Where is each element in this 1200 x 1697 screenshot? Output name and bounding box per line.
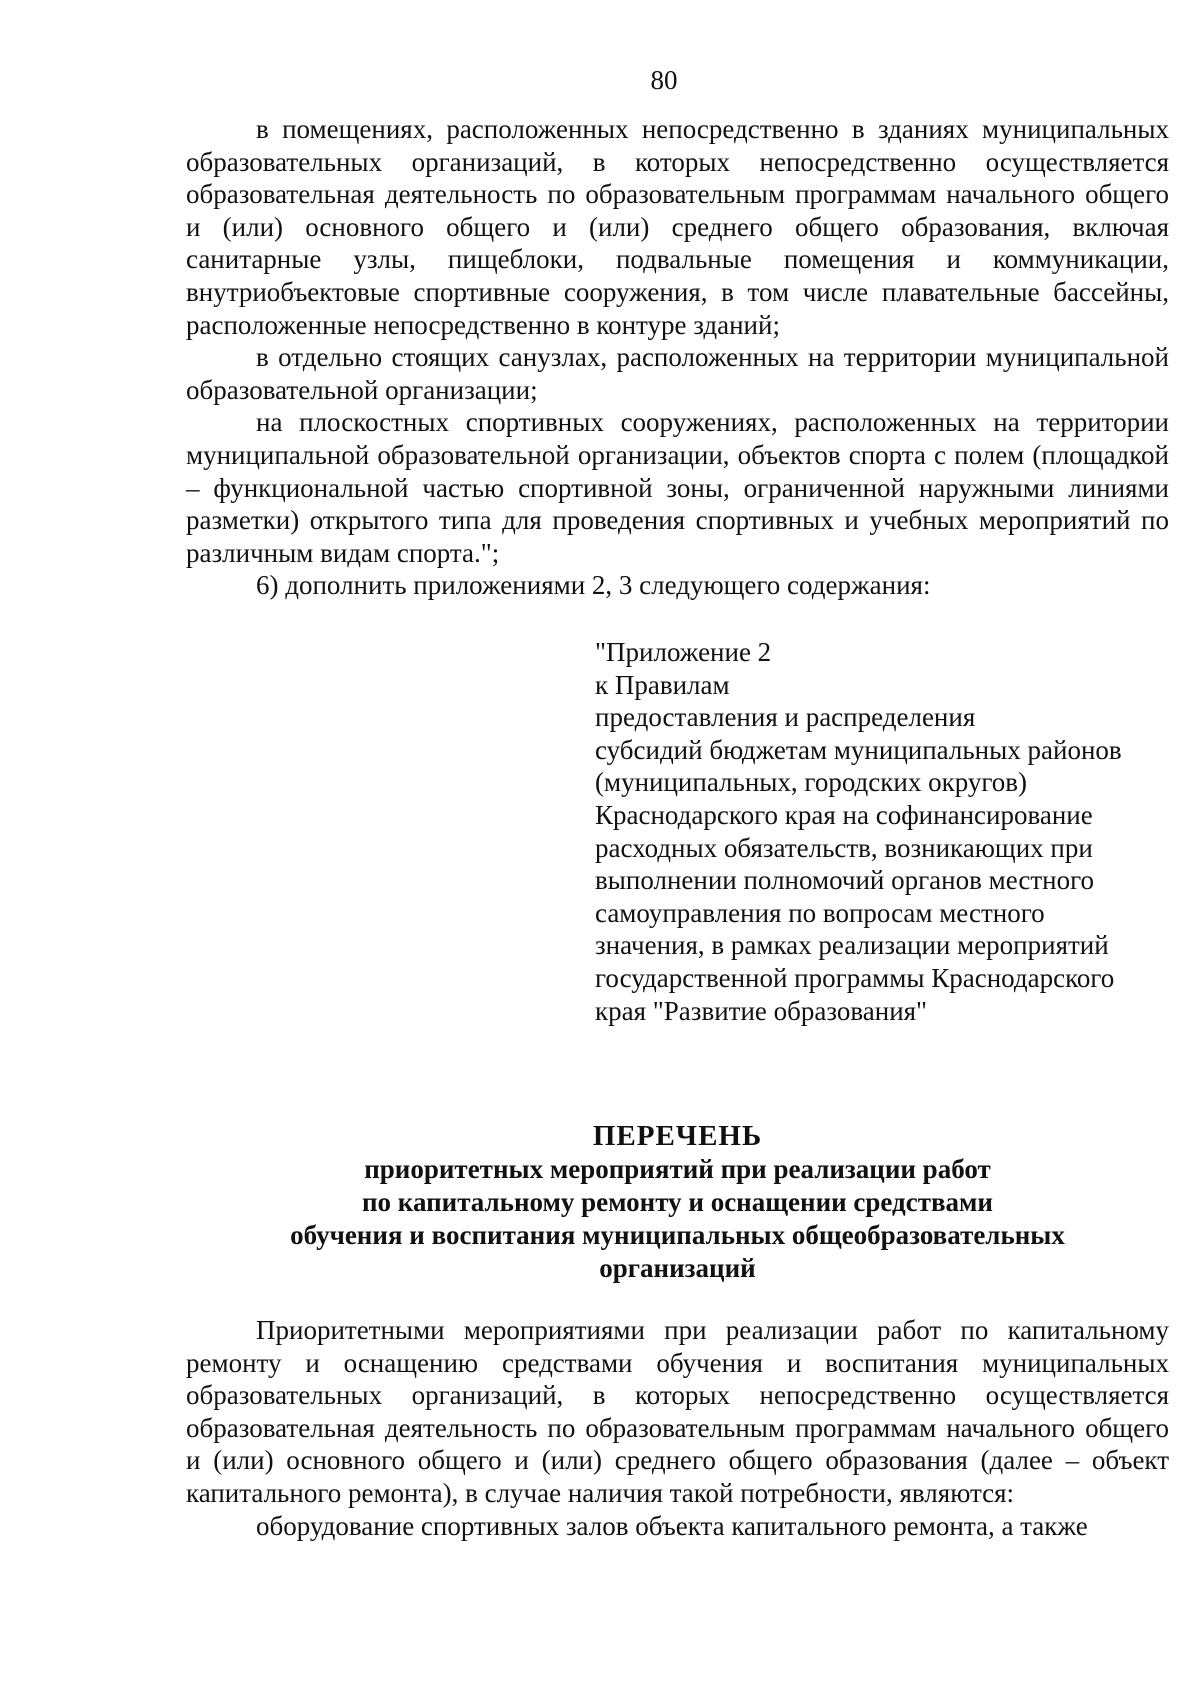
list-title (186, 1120, 1169, 1285)
appendix-header: "Приложение 2 к Правилам предоставления и распределения субсидий бюджетам муниципальных районов (муниципальных, городских округов) Краснодарского края на софинансирование расходных обязательств, возникающих при выполнении полномочий органов местного самоуправления по вопросам местного значения, в рамках реализации мероприятий государственной программы Краснодарского края "Развитие образования" (595, 637, 1122, 1026)
list-heading: ПЕРЕЧЕНЬ (592, 1120, 763, 1152)
body-text-top (186, 113, 1169, 602)
paragraph-amendment: 6) дополнить приложениями 2, 3 следующего содержания: (256, 570, 931, 601)
paragraph-premises: в помещениях, расположенных непосредственно в зданиях муниципальных образовательных организаций, в которых непосредственно осуществляется образовательная деятельность по образовательным программам начального общего и (или) основного общего и (или) среднего общего образования, включая санитарные узлы, пищеблоки, подвальные помещения и коммуникации, внутриобъектовые спортивные сооружения, в том числе плавательные бассейны, расположенные непосредственно в контуре зданий; (186, 114, 1169, 340)
paragraph-priority-measures: Приоритетными мероприятиями при реализации работ по капитальному ремонту и оснащению средствами обучения и воспитания муниципальных образовательных организаций, в которых непосредственно осуществляется образовательная деятельность по образовательным программам начального общего и (или) основного общего и (или) среднего общего образования (далее – объект капитального ремонта), в случае наличия такой потребности, являются: (186, 1315, 1169, 1508)
list-subtitle: приоритетных мероприятий при реализации работ по капитальному ремонту и оснащении средствами обучения и воспитания муниципальных общеобразовательных организаций (290, 1154, 1065, 1283)
body-text-bottom (186, 1314, 1169, 1542)
paragraph-sports-facilities: на плоскостных спортивных сооружениях, расположенных на территории муниципальной образовательной организации, объектов спорта с полем (площадкой – функциональной частью спортивной зоны, ограниченной наружными линиями разметки) открытого типа для проведения спортивных и учебных мероприятий по различным видам спорта."; (186, 407, 1169, 568)
paragraph-equipment: оборудование спортивных залов объекта капитального ремонта, а также (256, 1510, 1088, 1541)
page-number: 80 (650, 65, 678, 95)
paragraph-sanitary: в отдельно стоящих санузлах, расположенных на территории муниципальной образовательной организации; (186, 342, 1169, 405)
